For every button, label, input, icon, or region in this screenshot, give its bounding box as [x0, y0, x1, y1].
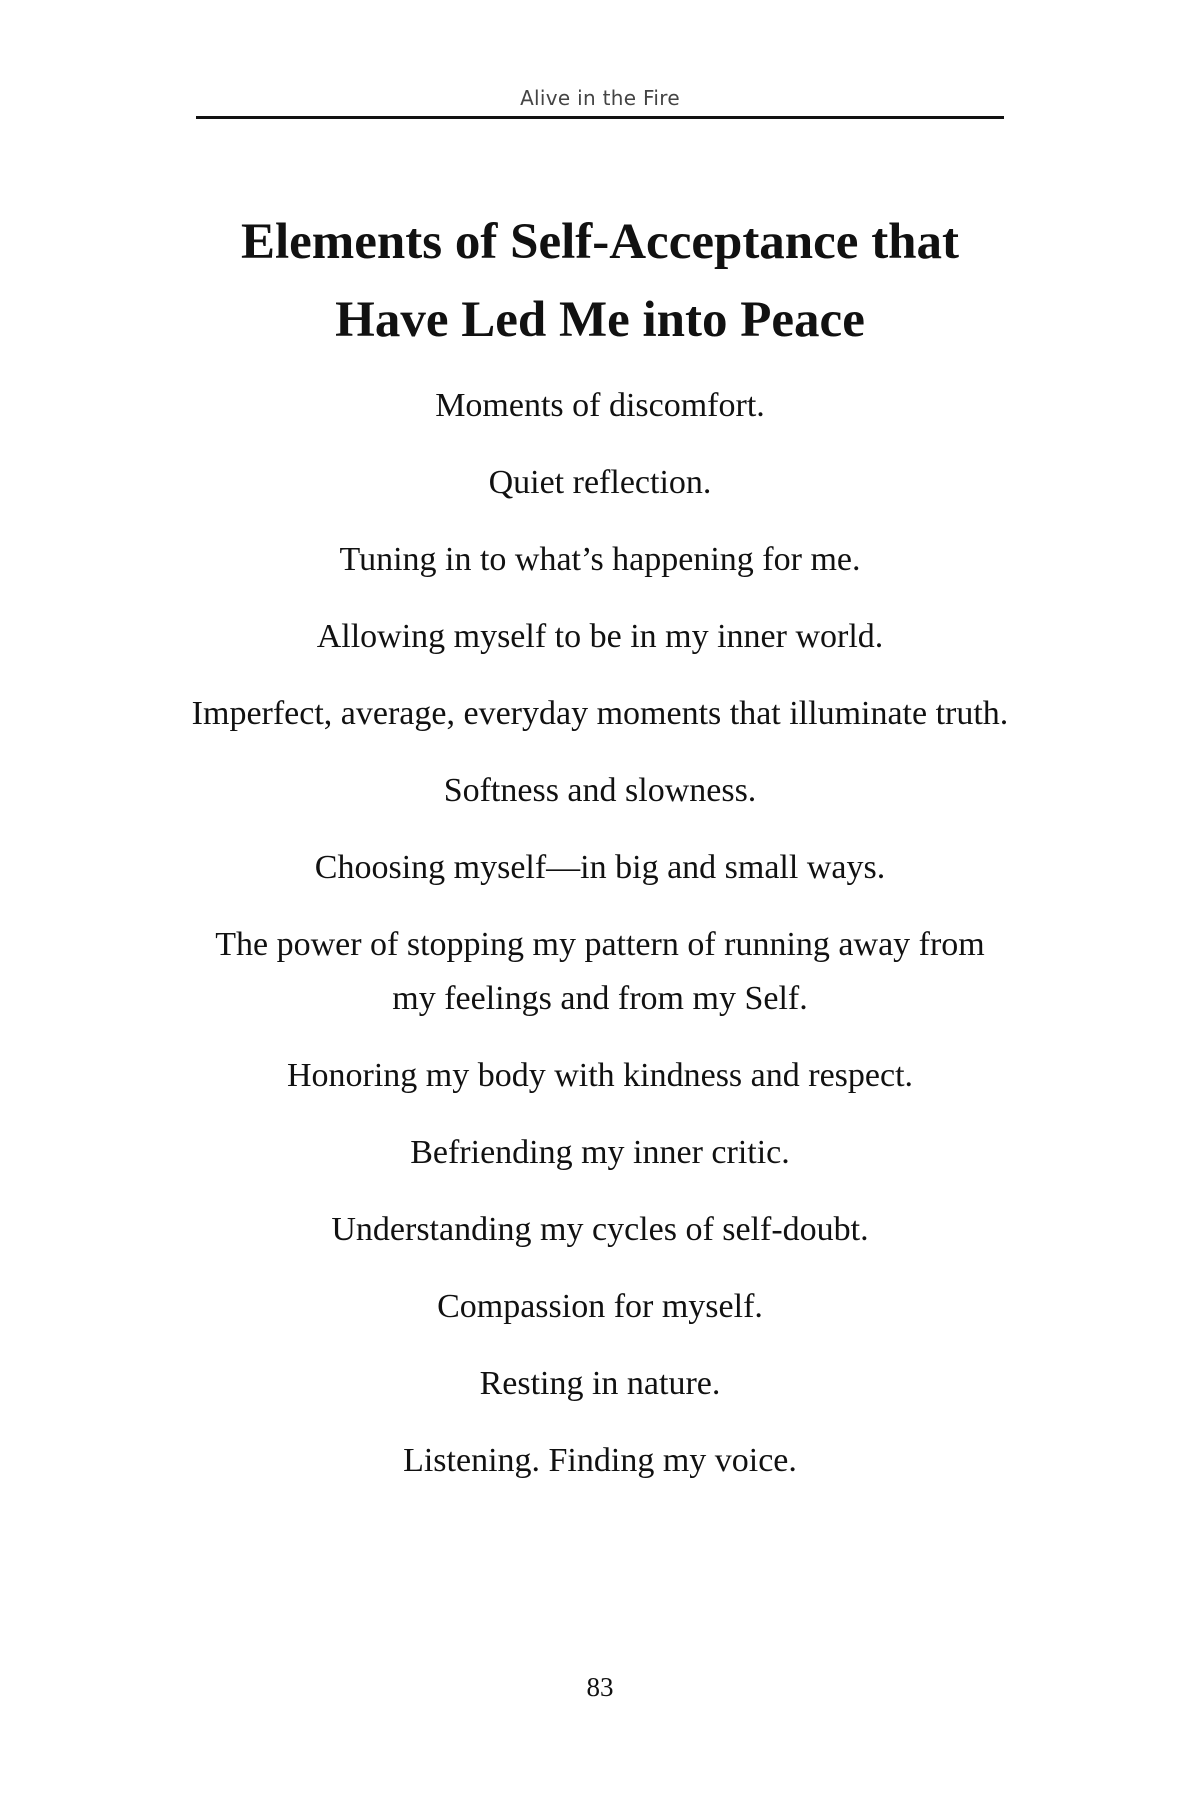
list-item: Befriending my inner critic.	[410, 1134, 790, 1171]
list-item: Compassion for myself.	[437, 1288, 763, 1325]
list-item: Understanding my cycles of self-doubt.	[331, 1211, 869, 1248]
list-item: Allowing myself to be in my inner world.	[316, 618, 884, 655]
chapter-title-line-1: Elements of Self-Acceptance that	[240, 214, 960, 270]
list-item	[160, 687, 1040, 741]
list-item: Choosing myself—in big and small ways.	[314, 849, 886, 886]
chapter-title-line-2: Have Led Me into Peace	[335, 292, 865, 348]
list-item-text: The power of stopping my pattern of running away from my feelings and from my Self.	[215, 926, 985, 1017]
running-header: Alive in the Fire	[520, 86, 680, 110]
chapter-title	[150, 203, 1050, 359]
header-divider	[196, 116, 1004, 119]
page-number: 83	[586, 1672, 614, 1702]
affirmation-list	[160, 379, 1040, 1511]
list-item: Softness and slowness.	[443, 772, 757, 809]
list-item: Honoring my body with kindness and respect.	[286, 1057, 914, 1094]
list-item	[160, 918, 1040, 1026]
list-item: Tuning in to what’s happening for me.	[339, 541, 861, 578]
list-item: Resting in nature.	[479, 1365, 721, 1402]
list-item: Listening. Finding my voice.	[403, 1442, 797, 1479]
list-item: Quiet reflection.	[488, 464, 712, 501]
list-item-text: Imperfect, average, everyday moments that illuminate truth.	[191, 695, 1009, 732]
list-item: Moments of discomfort.	[435, 387, 765, 424]
